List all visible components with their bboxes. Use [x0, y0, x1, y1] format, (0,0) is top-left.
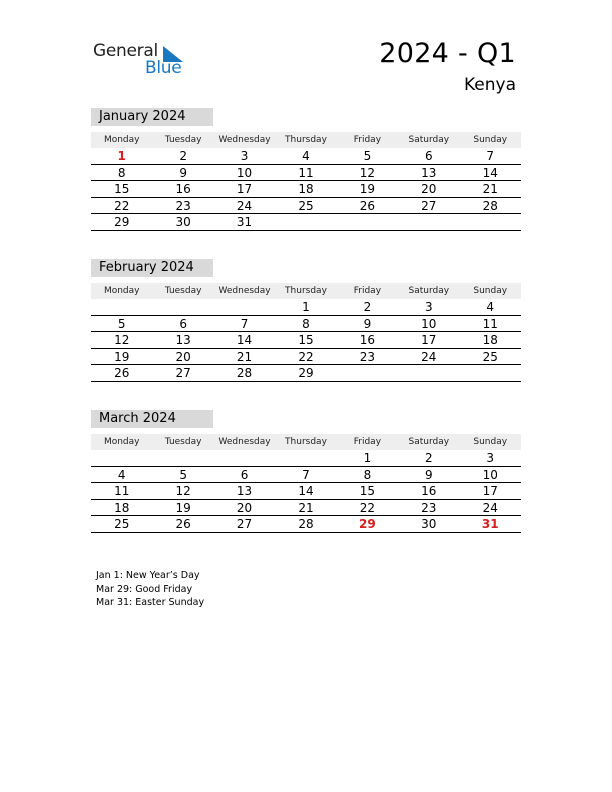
day-cell: 10 [482, 467, 498, 482]
day-cell: 8 [302, 316, 310, 331]
day-cell: 18 [482, 333, 498, 347]
month-block [91, 108, 521, 231]
day-cell: 22 [114, 198, 130, 213]
day-cell: 14 [298, 484, 314, 498]
empty-day-cell [398, 365, 459, 381]
empty-day-cell [214, 299, 275, 315]
day-cell: 3 [240, 149, 249, 163]
weekday-label: Saturday [408, 437, 450, 447]
weekday-header-row [91, 132, 521, 148]
day-cell: 10 [421, 316, 437, 331]
weekday-label: Tuesday [164, 286, 202, 296]
weekday-header-row [91, 283, 521, 299]
day-cell: 26 [114, 366, 130, 380]
week-row [91, 198, 521, 215]
empty-day-cell [152, 299, 213, 315]
day-cell: 17 [421, 333, 437, 347]
holiday-notes [96, 569, 204, 610]
week-row [91, 214, 521, 231]
weekday-label: Thursday [285, 286, 327, 296]
day-cell: 1 [117, 149, 126, 163]
week-row [91, 483, 521, 500]
day-cell: 28 [482, 198, 498, 213]
day-cell: 6 [425, 149, 433, 163]
empty-day-cell [275, 450, 336, 466]
day-cell: 15 [298, 333, 314, 347]
day-cell: 9 [425, 467, 433, 482]
month-block [91, 410, 521, 533]
day-cell: 13 [421, 165, 437, 180]
day-cell: 2 [425, 451, 433, 465]
day-cell: 18 [114, 500, 130, 515]
day-cell: 29 [114, 215, 130, 229]
day-cell: 8 [363, 467, 372, 482]
week-row [91, 332, 521, 349]
day-cell: 20 [175, 349, 191, 364]
day-cell: 13 [236, 484, 253, 498]
day-cell: 22 [359, 500, 376, 515]
day-cell: 31 [236, 215, 253, 229]
day-cell: 23 [421, 500, 437, 515]
empty-day-cell [91, 450, 152, 466]
day-cell: 9 [179, 165, 187, 180]
day-cell: 3 [425, 300, 433, 314]
week-row [91, 349, 521, 366]
holiday-note: Mar 29: Good Friday [96, 583, 193, 595]
day-cell: 7 [486, 149, 495, 163]
day-cell: 2 [179, 149, 187, 163]
week-row [91, 316, 521, 333]
day-cell: 24 [421, 349, 437, 364]
holiday-note: Jan 1: New Year’s Day [96, 570, 200, 581]
empty-day-cell [91, 299, 152, 315]
weekday-label: Monday [103, 437, 140, 447]
day-cell: 2 [363, 300, 372, 314]
logo-word-general: General [93, 41, 158, 61]
day-cell: 11 [298, 165, 314, 180]
weekday-label: Monday [103, 286, 140, 296]
day-cell: 5 [363, 149, 372, 163]
day-cell: 15 [114, 182, 130, 196]
day-cell: 14 [482, 165, 498, 180]
week-row [91, 181, 521, 198]
month-name: January 2024 [91, 108, 213, 126]
day-cell: 4 [117, 467, 126, 482]
empty-day-cell [337, 365, 398, 381]
day-cell: 12 [175, 484, 191, 498]
day-cell: 17 [482, 484, 498, 498]
day-cell: 1 [363, 451, 372, 465]
day-cell: 17 [236, 182, 253, 196]
weekday-label: Saturday [408, 286, 450, 296]
day-cell: 4 [486, 300, 495, 314]
day-cell: 16 [421, 484, 437, 498]
day-cell: 25 [482, 349, 498, 364]
logo-word-blue: Blue [145, 58, 182, 78]
empty-day-cell [337, 214, 398, 230]
weekday-label: Thursday [285, 437, 327, 447]
day-cell: 3 [486, 451, 495, 465]
day-cell: 7 [302, 467, 310, 482]
day-cell: 21 [236, 349, 253, 364]
day-cell: 20 [421, 182, 437, 196]
day-cell: 12 [114, 333, 130, 347]
day-cell: 21 [298, 500, 314, 515]
day-cell: 16 [359, 333, 376, 347]
day-cell: 27 [236, 517, 253, 531]
day-cell: 26 [359, 198, 376, 213]
empty-day-cell [275, 214, 336, 230]
day-cell: 4 [302, 149, 310, 163]
week-row [91, 500, 521, 517]
empty-day-cell [398, 214, 459, 230]
weekday-header-row [91, 434, 521, 450]
day-cell: 23 [359, 349, 376, 364]
weekday-label: Thursday [285, 135, 327, 145]
day-cell: 30 [175, 215, 191, 229]
weekday-label: Sunday [473, 135, 508, 145]
month-name: March 2024 [91, 410, 213, 428]
day-cell: 25 [114, 517, 130, 531]
day-cell: 27 [175, 366, 191, 380]
weekday-label: Sunday [473, 286, 508, 296]
holiday-note: Mar 31: Easter Sunday [96, 597, 205, 608]
day-cell: 26 [175, 517, 191, 531]
day-cell: 16 [175, 182, 191, 196]
weekday-label: Tuesday [164, 135, 202, 145]
day-cell: 15 [359, 484, 376, 498]
empty-day-cell [460, 214, 521, 230]
day-cell: 22 [298, 349, 314, 364]
week-row [91, 516, 521, 533]
day-cell: 23 [175, 198, 191, 213]
weekday-label: Tuesday [164, 437, 202, 447]
day-cell: 6 [179, 316, 187, 331]
week-row [91, 365, 521, 382]
day-cell: 24 [482, 500, 498, 515]
week-row [91, 148, 521, 165]
day-cell: 5 [117, 316, 126, 331]
page-title: 2024 - Q1 [379, 38, 516, 69]
month-name: February 2024 [91, 259, 213, 277]
day-cell: 10 [236, 165, 253, 180]
day-cell: 5 [179, 467, 187, 482]
day-cell: 14 [236, 333, 253, 347]
country-name: Kenya [463, 75, 516, 95]
day-cell: 29 [359, 517, 376, 531]
day-cell: 30 [421, 517, 437, 531]
day-cell: 27 [421, 198, 437, 213]
day-cell: 21 [482, 182, 498, 196]
day-cell: 20 [236, 500, 253, 515]
day-cell: 1 [302, 300, 310, 314]
week-row [91, 450, 521, 467]
logo [93, 40, 188, 78]
day-cell: 12 [359, 165, 376, 180]
weekday-label: Sunday [473, 437, 508, 447]
day-cell: 19 [175, 500, 191, 515]
day-cell: 19 [114, 349, 130, 364]
week-row [91, 165, 521, 182]
day-cell: 25 [298, 198, 314, 213]
day-cell: 28 [298, 517, 314, 531]
day-cell: 29 [298, 366, 314, 380]
day-cell: 8 [117, 165, 126, 180]
weekday-label: Wednesday [218, 286, 271, 296]
day-cell: 9 [363, 316, 372, 331]
day-cell: 13 [175, 333, 191, 347]
weekday-label: Friday [353, 437, 382, 447]
day-cell: 31 [481, 517, 499, 531]
weekday-label: Wednesday [218, 437, 271, 447]
day-cell: 19 [359, 182, 376, 196]
weekday-label: Wednesday [218, 135, 271, 145]
day-cell: 6 [240, 467, 249, 482]
weekday-label: Friday [353, 286, 382, 296]
day-cell: 11 [482, 316, 498, 331]
week-row [91, 299, 521, 316]
day-cell: 18 [298, 182, 314, 196]
day-cell: 28 [236, 366, 253, 380]
weekday-label: Monday [103, 135, 140, 145]
empty-day-cell [152, 450, 213, 466]
day-cell: 7 [240, 316, 249, 331]
day-cell: 24 [236, 198, 253, 213]
week-row [91, 467, 521, 484]
weekday-label: Saturday [408, 135, 450, 145]
day-cell: 11 [114, 484, 130, 498]
month-block [91, 259, 521, 382]
weekday-label: Friday [353, 135, 382, 145]
empty-day-cell [214, 450, 275, 466]
empty-day-cell [460, 365, 521, 381]
